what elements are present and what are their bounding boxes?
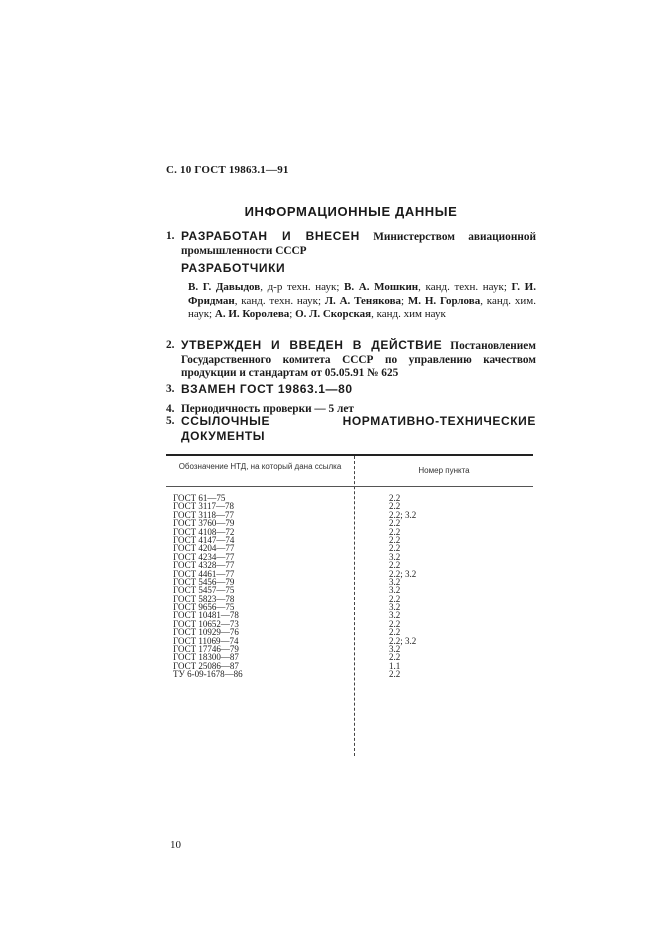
section-title: ИНФОРМАЦИОННЫЕ ДАННЫЕ: [244, 204, 458, 219]
clause-number: 2.2; 3.2: [389, 635, 417, 646]
document-designation: ГОСТ 4147—74: [173, 534, 235, 545]
clause-number: 2.2; 3.2: [389, 568, 417, 579]
developer-name: Г. И. Фридман: [188, 281, 536, 307]
clause-number: 2.2: [389, 560, 401, 571]
developers-list: [188, 281, 536, 322]
clause-number: 1.1: [389, 660, 401, 671]
developer-degree: , д-р техн. наук;: [260, 281, 345, 293]
document-designation: ГОСТ 4234—77: [173, 551, 235, 562]
item-number: 4.: [166, 403, 175, 415]
document-designation: ГОСТ 10929—76: [173, 627, 239, 638]
document-designation: ГОСТ 5456—79: [173, 576, 235, 587]
document-designation: ГОСТ 4328—77: [173, 560, 235, 571]
clause-number: 2.2: [389, 669, 401, 680]
clause-number: 2.2: [389, 518, 401, 529]
document-designation: ГОСТ 17746—79: [173, 644, 239, 655]
document-designation: ГОСТ 5823—78: [173, 593, 235, 604]
clause-number: 2.2: [389, 493, 401, 503]
clause-number: 2.2; 3.2: [389, 509, 417, 520]
table-top-rule: [166, 454, 533, 456]
document-designation: ТУ 6-09-1678—86: [173, 669, 243, 680]
document-designation: ГОСТ 5457—75: [173, 585, 235, 596]
table-row: [166, 670, 533, 678]
developer-name: В. А. Мошкин: [344, 281, 419, 293]
developer-degree: ;: [401, 294, 408, 307]
clause-number: 3.2: [389, 610, 401, 621]
clause-number: 2.2: [389, 593, 401, 604]
clause-number: 3.2: [389, 585, 401, 596]
clause-number: 2.2: [389, 652, 401, 663]
document-designation: ГОСТ 4461—77: [173, 568, 235, 579]
document-designation: ГОСТ 3760—79: [173, 518, 235, 529]
developer-name: М. Н. Горлова: [407, 294, 481, 307]
clause-number: 2.2: [389, 618, 401, 629]
item-2: [166, 339, 536, 381]
document-designation: ГОСТ 11069—74: [173, 635, 239, 646]
document-designation: ГОСТ 10652—73: [173, 618, 239, 629]
item-number: 5.: [166, 415, 175, 427]
item-number: 1.: [166, 230, 175, 242]
column-header-item: Номер пункта: [418, 466, 470, 475]
document-designation: ГОСТ 3117—78: [173, 501, 235, 512]
document-designation: ГОСТ 25086—87: [173, 660, 239, 671]
column-header-document: Обозначение НТД, на который дана ссылка: [178, 462, 342, 471]
page-number: 10: [170, 839, 181, 851]
item-heading: РАЗРАБОТАН И ВНЕСЕН: [181, 229, 360, 243]
developer-degree: , канд. хим. наук;: [188, 294, 536, 320]
clause-number: 2.2: [389, 543, 401, 554]
developer-name: Л. А. Тенякова: [324, 294, 402, 307]
clause-number: 2.2: [389, 534, 401, 545]
developer-degree: , канд. техн. наук;: [234, 294, 325, 307]
item-text: Периодичность проверки — 5 лет: [181, 403, 354, 415]
item-1: [166, 230, 536, 258]
page-header: С. 10 ГОСТ 19863.1—91: [166, 164, 289, 176]
clause-number: 3.2: [389, 644, 401, 655]
document-designation: ГОСТ 3118—77: [173, 509, 235, 520]
table-body: [166, 494, 533, 679]
developers-heading: РАЗРАБОТЧИКИ: [181, 261, 286, 275]
developer-degree: , канд. техн. наук;: [418, 281, 512, 293]
item-text: Министерством авиационной промышленности СССР: [181, 231, 536, 257]
item-3: [166, 383, 536, 398]
clause-number: 2.2: [389, 627, 401, 638]
document-designation: ГОСТ 9656—75: [173, 602, 235, 613]
developer-degree: , канд. хим наук: [371, 308, 446, 320]
document-designation: ГОСТ 61—75: [173, 493, 226, 503]
document-designation: ГОСТ 10481—78: [173, 610, 239, 621]
document-designation: ГОСТ 4204—77: [173, 543, 235, 554]
header-rule: [166, 486, 533, 487]
clause-number: 3.2: [389, 551, 401, 562]
developer-name: В. Г. Давыдов: [188, 281, 261, 293]
clause-number: 3.2: [389, 602, 401, 613]
item-heading: ССЫЛОЧНЫЕ НОРМАТИВНО-ТЕХНИЧЕСКИЕ ДОКУМЕНТЫ: [181, 414, 536, 443]
document-designation: ГОСТ 18300—87: [173, 652, 239, 663]
document-designation: ГОСТ 4108—72: [173, 526, 235, 537]
clause-number: 2.2: [389, 526, 401, 537]
item-heading: УТВЕРЖДЕН И ВВЕДЕН В ДЕЙСТВИЕ: [181, 338, 443, 352]
developer-name: А. И. Королева: [214, 308, 290, 320]
developer-name: О. Л. Скорская: [295, 308, 372, 320]
item-5: [166, 415, 536, 444]
item-heading: ВЗАМЕН ГОСТ 19863.1—80: [181, 382, 353, 396]
item-number: 3.: [166, 383, 175, 395]
clause-number: 3.2: [389, 576, 401, 587]
item-number: 2.: [166, 339, 175, 351]
clause-number: 2.2: [389, 501, 401, 512]
developer-degree: ;: [289, 308, 296, 320]
item-text: Постановлением Государственного комитета СССР по управлению качеством продукции и стандартам от 05.05.91 № 625: [181, 340, 536, 379]
